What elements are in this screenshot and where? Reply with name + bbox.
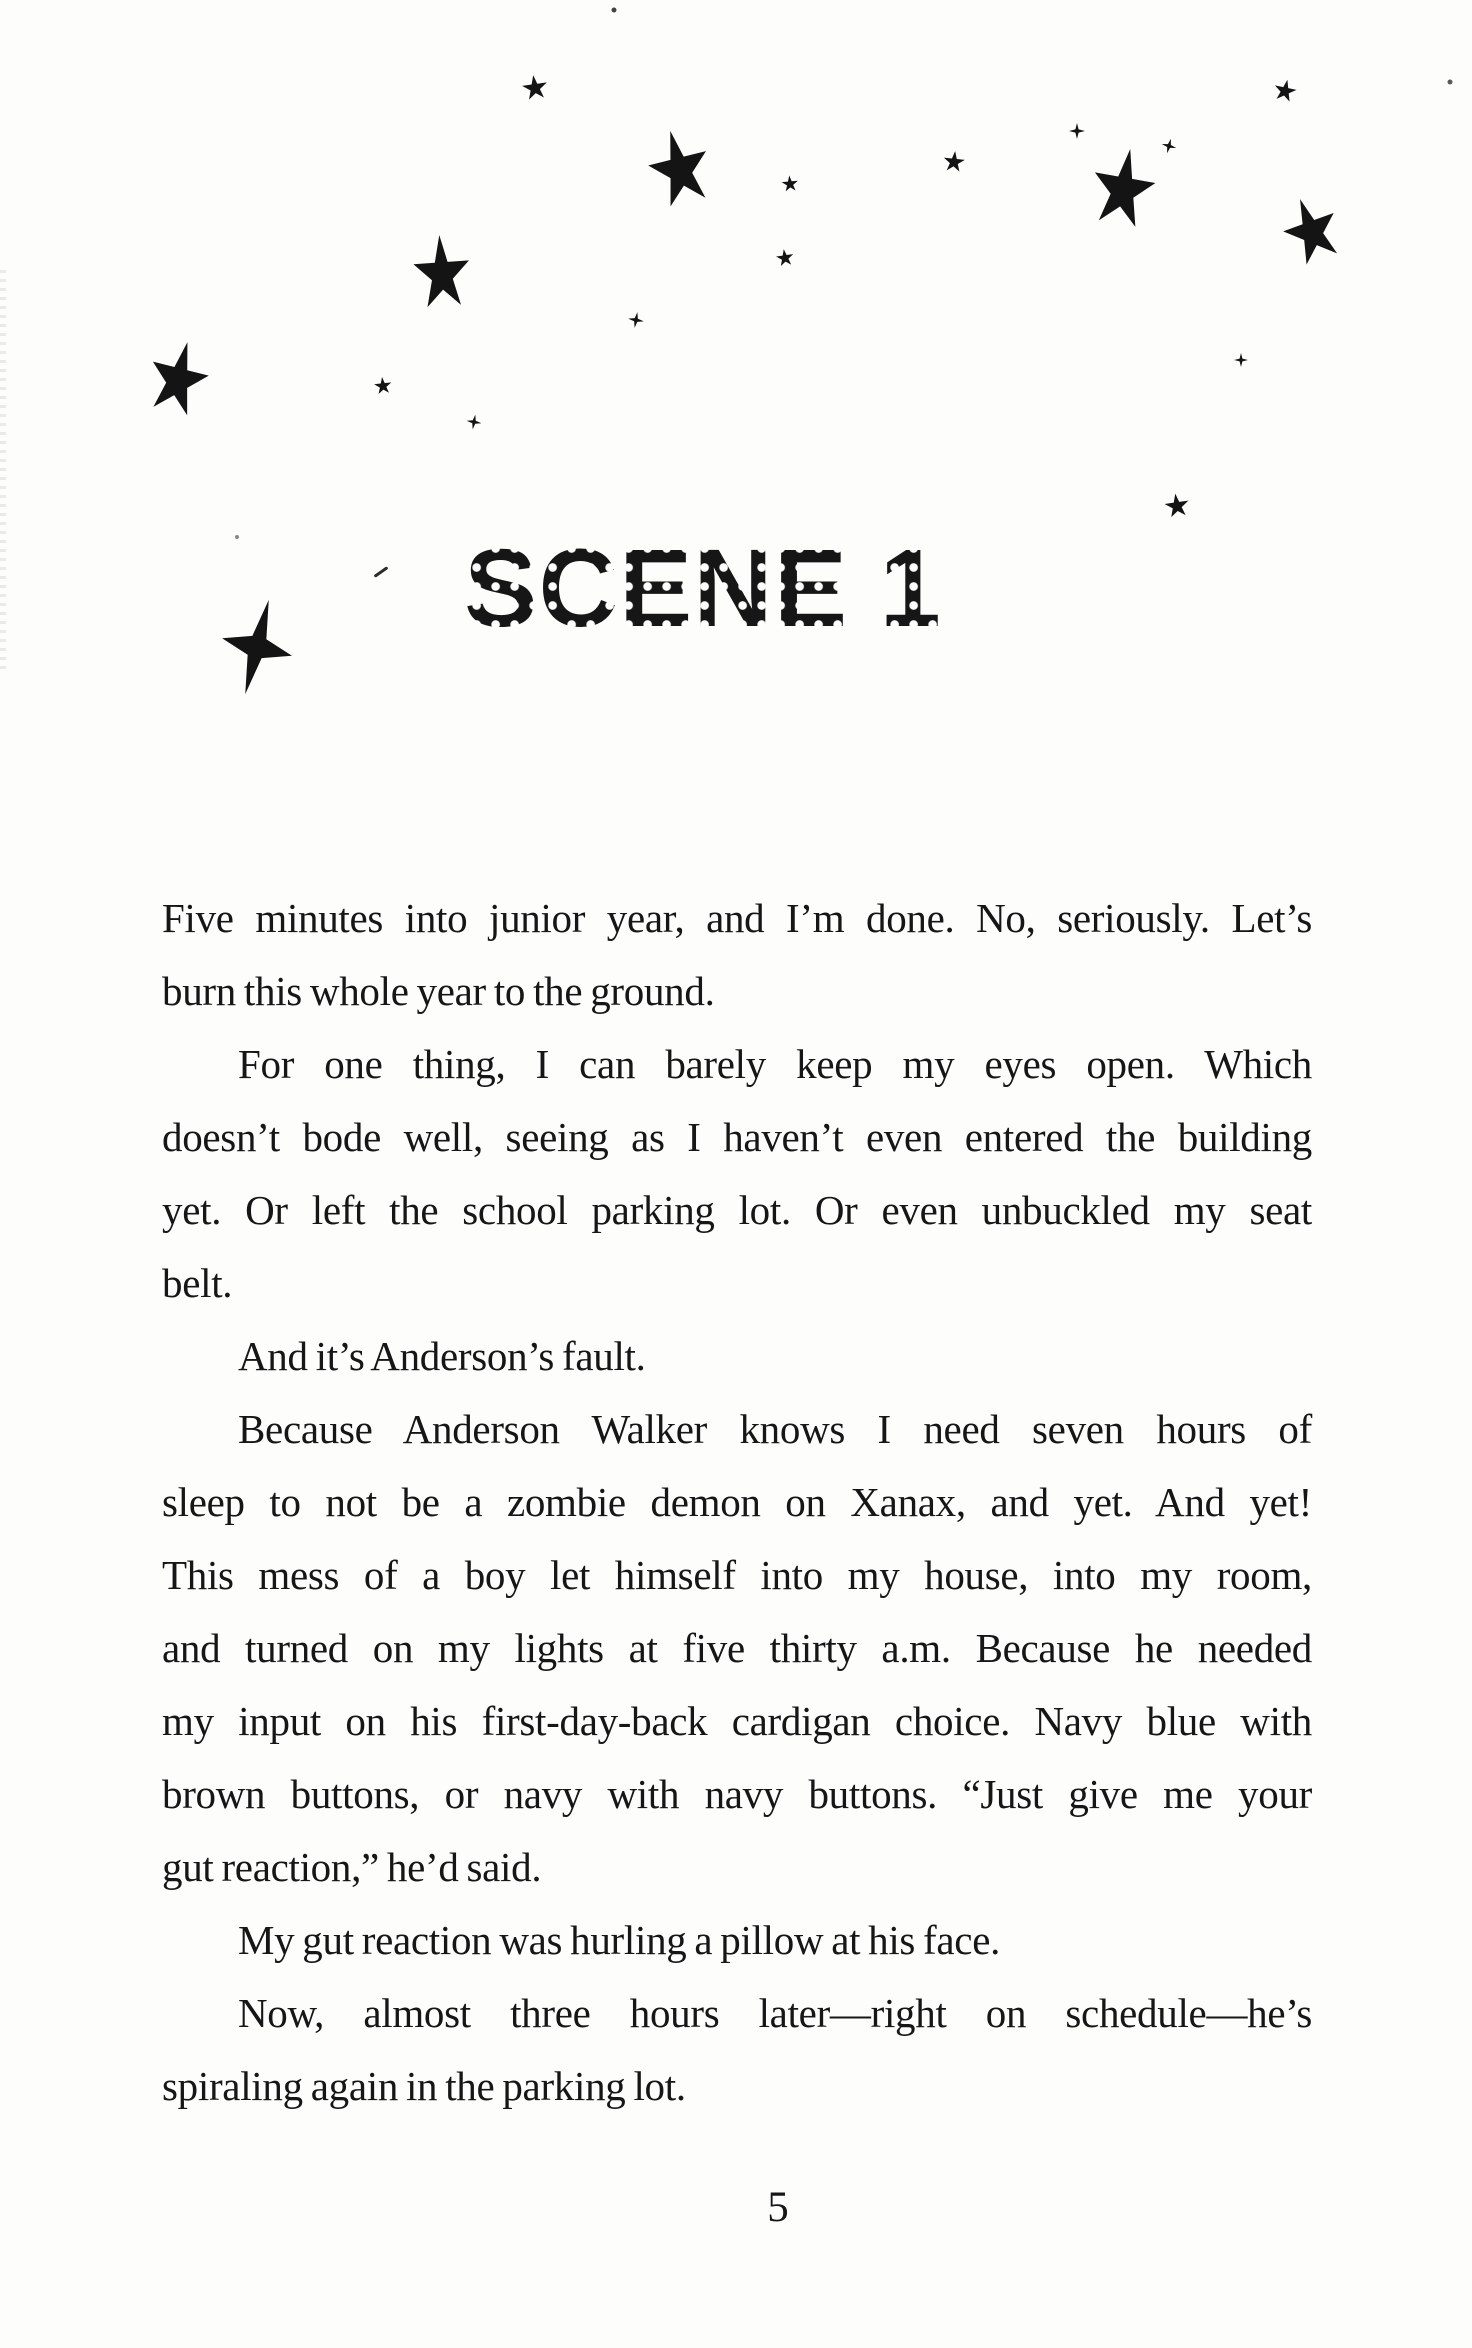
decorative-star-icon — [942, 150, 966, 174]
ink-speck — [1448, 80, 1453, 85]
body-text-line: doesn’t bode well, seeing as I haven’t even entered the building — [162, 1114, 1312, 1160]
body-text-line: brown buttons, or navy with navy buttons. “Just give me your — [162, 1771, 1312, 1817]
body-text-line: Now, almost three hours later—right on schedule—he’s — [238, 1990, 1312, 2036]
body-text-line: sleep to not be a zombie demon on Xanax, and yet. And yet! — [162, 1479, 1312, 1525]
decorative-star-icon — [775, 248, 795, 268]
body-text-line: gut reaction,” he’d said. — [162, 1844, 542, 1890]
body-text-line: Five minutes into junior year, and I’m done. No, seriously. Let’s — [162, 895, 1312, 941]
decorative-star-icon — [520, 73, 549, 102]
decorative-star-icon — [373, 376, 393, 396]
ink-speck — [235, 535, 239, 539]
body-text-line: And it’s Anderson’s fault. — [238, 1333, 646, 1379]
decorative-star-icon — [465, 413, 482, 430]
chapter-title: SCENE 1 — [464, 526, 942, 650]
decorative-star-icon — [627, 311, 646, 330]
body-text-line: My gut reaction was hurling a pillow at his face. — [238, 1917, 1001, 1963]
ink-speck — [374, 566, 389, 578]
body-text-line: burn this whole year to the ground. — [162, 968, 715, 1014]
ink-speck — [612, 8, 617, 13]
body-text-line: belt. — [162, 1260, 233, 1306]
decorative-star-icon — [640, 123, 720, 216]
decorative-star-icon — [1274, 190, 1351, 275]
decorative-star-icon — [410, 233, 473, 315]
decorative-star-icon — [210, 591, 303, 703]
body-text-line: Because Anderson Walker knows I need seven hours of — [238, 1406, 1312, 1452]
decorative-star-icon — [139, 335, 216, 425]
body-text-line: and turned on my lights at five thirty a.m. Because he needed — [162, 1625, 1312, 1671]
body-text-line: This mess of a boy let himself into my house, into my room, — [162, 1552, 1312, 1598]
decorative-star-icon — [1084, 143, 1161, 236]
body-text-line: yet. Or left the school parking lot. Or even unbuckled my seat — [162, 1187, 1312, 1233]
decorative-star-icon — [1069, 123, 1085, 139]
body-text — [162, 882, 1312, 2123]
body-text-line: For one thing, I can barely keep my eyes open. Which — [238, 1041, 1312, 1087]
decorative-star-icon — [1160, 137, 1178, 155]
decorative-star-icon — [1234, 353, 1248, 367]
page-number: 5 — [767, 2184, 789, 2231]
decorative-star-icon — [781, 175, 799, 193]
decorative-star-icon — [1163, 492, 1191, 520]
body-text-line: my input on his first-day-back cardigan choice. Navy blue with — [162, 1698, 1312, 1744]
body-text-line: spiraling again in the parking lot. — [162, 2063, 686, 2109]
decorative-star-icon — [1271, 77, 1298, 104]
